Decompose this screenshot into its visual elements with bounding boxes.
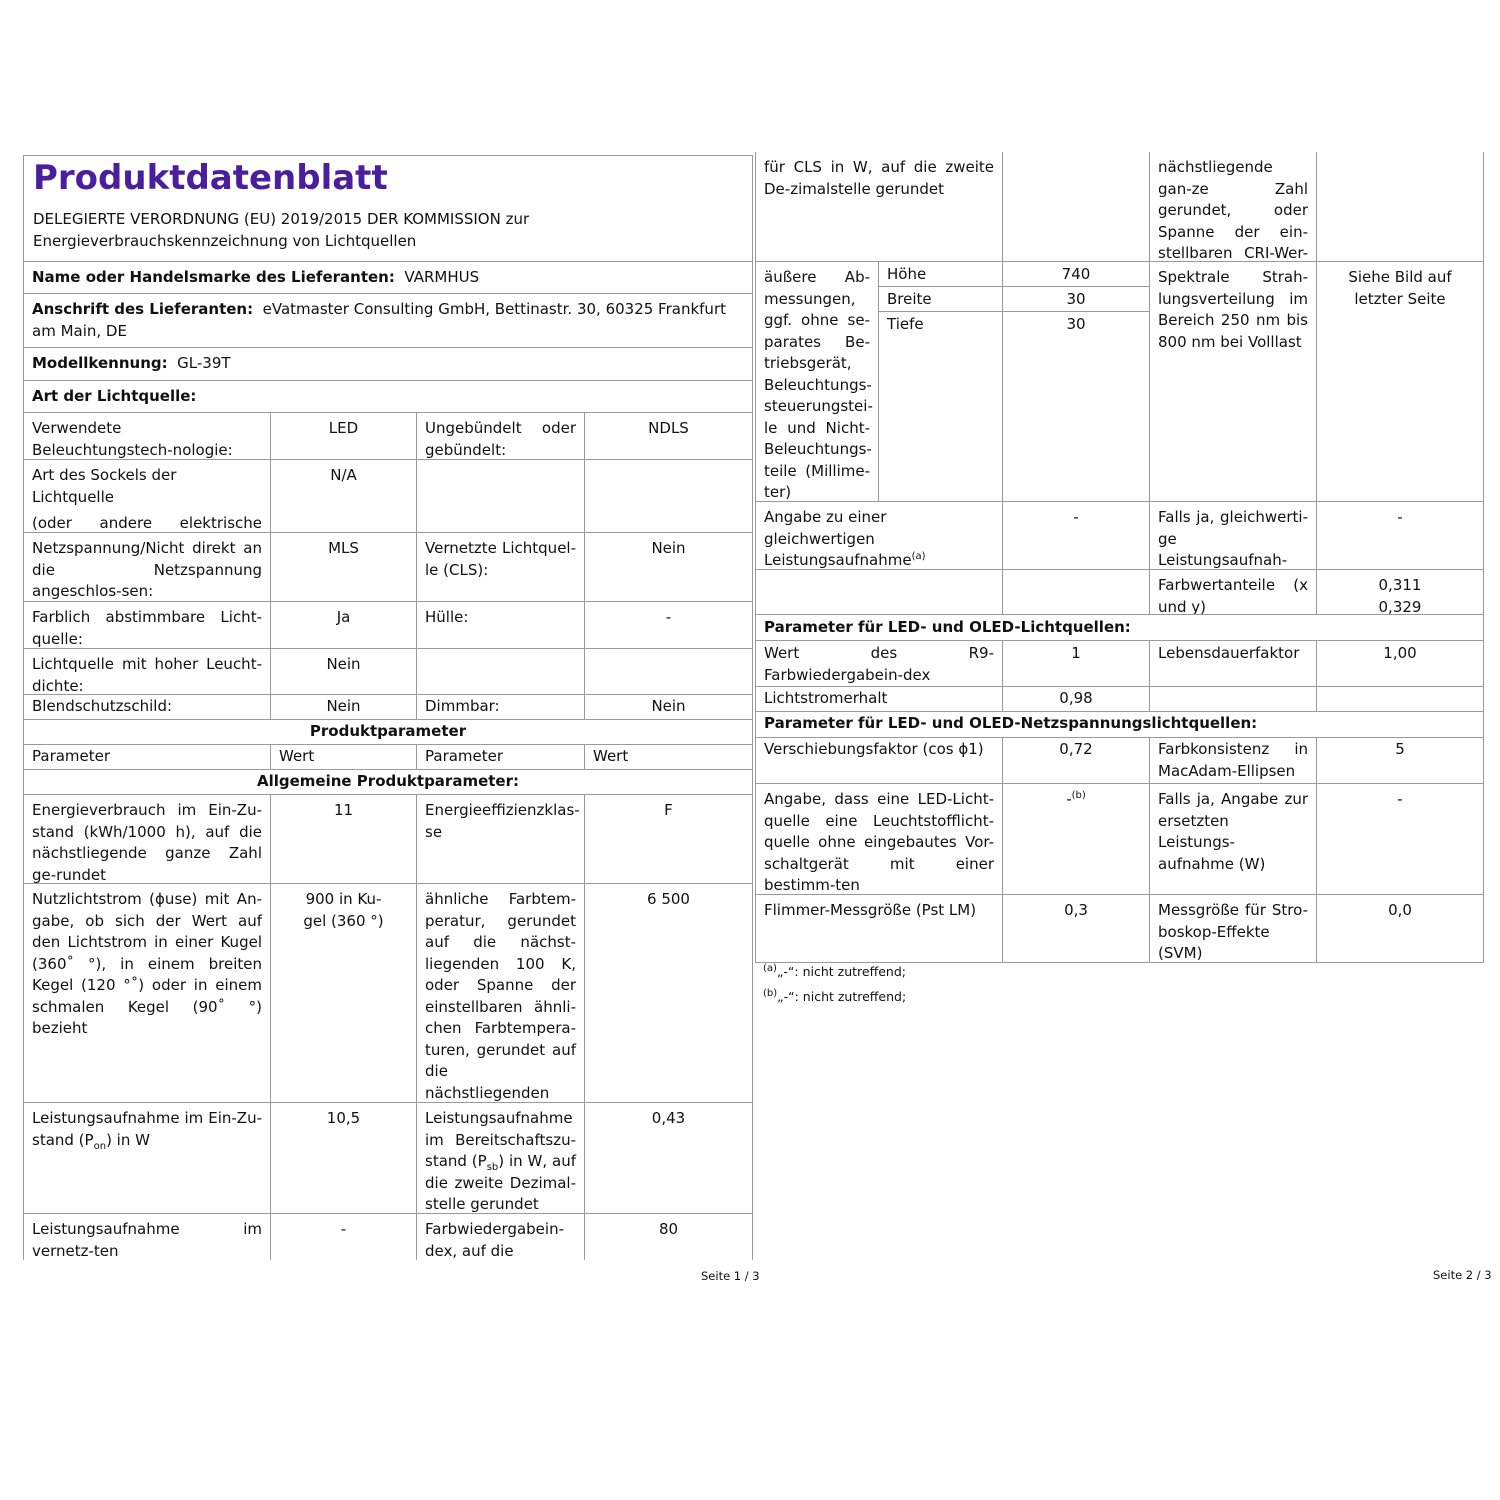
rule-line [755, 152, 756, 963]
flux-label: Nutzlichtstrom (ϕuse) mit An-gabe, ob sich der Wert auf den Lichtstrom in einer Kugel (360˚ °), in einem breiten Kegel (120 °˚) oder in einem schmalen Kegel (90˚ °) bezieht [32, 890, 262, 1037]
rule-line [1149, 737, 1150, 963]
energy-label: Energieverbrauch im Ein-Zu-stand (kWh/1000 h), auf die nächstliegende ganze Zahl ge-rundet [32, 801, 262, 883]
tunable-value: Ja [336, 608, 351, 626]
rule-line [584, 412, 585, 720]
spectral-value: Siehe Bild auf letzter Seite [1348, 268, 1452, 308]
psb-label-unit: ) in W, auf die zweite Dezimal-stelle gerundet [425, 1152, 576, 1213]
mains-value: MLS [328, 539, 359, 557]
socket-label-detail: (oder andere elektrische [32, 514, 262, 532]
shift-label: Verschiebungsfaktor (cos ϕ1) [764, 740, 984, 758]
flicker-label: Flimmer-Messgröße (Pst LM) [764, 901, 977, 919]
supplier-row [24, 262, 752, 292]
supplier-value: VARMHUS [404, 268, 480, 286]
rule-line [755, 686, 1484, 687]
chroma-x: 0,311 [1378, 576, 1422, 594]
width-label: Breite [887, 290, 932, 308]
socket-value: N/A [330, 466, 357, 484]
lifetime-value: 1,00 [1383, 644, 1417, 662]
rule-line [23, 347, 753, 348]
pon-label [24, 1103, 270, 1213]
shift-value: 0,72 [1059, 740, 1093, 758]
strobe-value: 0,0 [1388, 901, 1412, 919]
lifetime-label: Lebensdauerfaktor [1158, 644, 1300, 662]
spectral-label: Spektrale Strah-lungsverteilung im Bereich 250 nm bis 800 nm bei Volllast [1158, 268, 1308, 351]
tunable-label: Farblich abstimmbare Licht-quelle: [32, 608, 262, 648]
rule-line [23, 794, 753, 795]
model-value: GL-39T [177, 354, 231, 372]
col-header-value-2: Wert [593, 747, 629, 765]
page-number-left: Seite 1 / 3 [701, 1269, 760, 1283]
chroma-y: 0,329 [1378, 597, 1422, 614]
replace-value-text: - [1066, 790, 1072, 808]
equiv-w-label: Falls ja, gleichwerti-ge Leistungsaufnah- [1158, 508, 1308, 569]
model-row [24, 348, 752, 378]
rule-line [755, 711, 1484, 712]
width-value: 30 [1066, 290, 1086, 308]
rule-line [1002, 152, 1003, 615]
rule-line [416, 794, 417, 1260]
r9-value: 1 [1071, 644, 1081, 662]
rule-line [23, 380, 753, 381]
rule-line [1316, 152, 1317, 615]
rule-line [1002, 737, 1003, 963]
light-source-type-heading: Art der Lichtquelle: [32, 387, 197, 405]
cls-value: Nein [651, 539, 686, 557]
eclass-label: Energieeffizienzklas-se [425, 801, 580, 841]
eclass-value: F [664, 801, 673, 819]
replace-w-label: Falls ja, Angabe zur ersetzten Leistungs-aufnahme (W) [1158, 790, 1308, 873]
height-value: 740 [1061, 265, 1091, 283]
regulation-subtitle: DELEGIERTE VERORDNUNG (EU) 2019/2015 DER KOMMISSION zur Energieverbrauchskennzeichnung von Lichtquellen [33, 210, 530, 250]
rule-line [23, 293, 753, 294]
cls-label: Vernetzte Lichtquel-le (CLS): [425, 539, 576, 579]
replace-footnote-mark: (b) [1071, 790, 1086, 801]
rule-line [1316, 640, 1317, 712]
rule-line [584, 744, 585, 770]
rule-line [23, 883, 753, 884]
cri-label: Farbwiedergabein-dex, auf die [425, 1220, 564, 1260]
rule-line [23, 1102, 753, 1103]
psb-subscript: sb [486, 1162, 499, 1173]
consist-label: Farbkonsistenz in MacAdam-Ellipsen [1158, 740, 1308, 780]
rule-line [23, 261, 753, 262]
lumen-value: 0,98 [1059, 689, 1093, 707]
col-header-value: Wert [279, 747, 315, 765]
pon-label-text: Leistungsaufnahme im Ein-Zu-stand (P [32, 1109, 262, 1149]
chroma-label: Farbwertanteile (x und y) [1158, 576, 1308, 614]
mains-label: Netzspannung/Nicht direkt an die Netzspannung angeschlos-sen: [32, 539, 262, 600]
rule-line [23, 694, 753, 695]
rule-line [23, 1213, 753, 1214]
rule-line [755, 962, 1484, 963]
depth-label: Tiefe [887, 315, 924, 333]
rule-line [416, 744, 417, 770]
r9-label: Wert des R9-Farbwiedergabein-dex [764, 644, 994, 684]
rule-line [878, 261, 879, 502]
rule-line [752, 155, 753, 1260]
replace-label: Angabe, dass eine LED-Licht-quelle eine Leuchtstofflicht-quelle ohne eingebautes Vor-schaltgerät mit einer bestimm-ten [764, 790, 994, 894]
rule-line [23, 412, 753, 413]
depth-value: 30 [1066, 315, 1086, 333]
pnet-label [24, 1214, 270, 1260]
rule-line [755, 894, 1484, 895]
lumen-label: Lichtstromerhalt [764, 689, 888, 707]
pnet-value: - [340, 1220, 347, 1238]
address-label: Anschrift des Lieferanten: [32, 300, 254, 318]
bundled-value: NDLS [648, 419, 689, 437]
consist-value: 5 [1395, 740, 1405, 758]
rule-line [755, 614, 1484, 615]
rule-line [23, 769, 753, 770]
tech-value: LED [328, 419, 359, 437]
psb-label-text: Leistungsaufnahme im Bereitschaftszu-stand (P [425, 1109, 576, 1170]
supplier-label: Name oder Handelsmarke des Lieferanten: [32, 268, 395, 286]
rule-line [23, 601, 753, 602]
cri-value: 80 [658, 1220, 679, 1238]
product-params-heading: Produktparameter [309, 722, 467, 740]
strobe-label: Messgröße für Stro-boskop-Effekte (SVM) [1158, 901, 1308, 962]
tech-label: Verwendete Beleuchtungstech-nologie: [32, 419, 233, 459]
footnote-a [763, 964, 906, 980]
pnet-label-text: Leistungsaufnahme im vernetz-ten [32, 1220, 262, 1260]
address-value: eVatmaster Consulting GmbH, Bettinastr. 30, 60325 Frankfurt am Main, DE [32, 300, 726, 340]
footnote-a-text: „-“: nicht zutreffend; [776, 964, 906, 979]
envelope-label: Hülle: [425, 608, 469, 626]
rule-line [23, 744, 753, 745]
model-label: Modellkennung: [32, 354, 168, 372]
rule-line [1149, 640, 1150, 712]
equiv-label-text: Angabe zu einer gleichwertigen Leistungsaufnahme [764, 508, 912, 569]
footnote-b-text: „-“: nicht zutreffend; [777, 989, 907, 1004]
rule-line [1149, 152, 1150, 615]
rule-line [1002, 640, 1003, 712]
envelope-value: - [665, 608, 672, 626]
glare-value: Nein [326, 697, 361, 715]
col-header-param-2: Parameter [425, 747, 504, 765]
psb-label [417, 1103, 584, 1213]
rule-line [416, 412, 417, 720]
rule-line [755, 569, 1484, 570]
pon-value: 10,5 [326, 1109, 361, 1127]
rule-line [755, 783, 1484, 784]
cct-value: 6 500 [647, 890, 690, 908]
bundled-label: Ungebündelt oder gebündelt: [425, 419, 576, 459]
rule-line [23, 532, 753, 533]
rule-line [584, 794, 585, 1260]
rule-line [23, 155, 24, 1260]
replace-value [1003, 784, 1149, 894]
replace-w-value: - [1397, 790, 1403, 808]
rule-line [23, 648, 753, 649]
footnote-a-mark: (a) [763, 962, 777, 974]
pon-label-unit: ) in W [106, 1130, 150, 1149]
rule-line [878, 311, 1150, 312]
glare-label: Blendschutzschild: [32, 697, 173, 715]
cls-cont-label: für CLS in W, auf die zweite De-zimalstelle gerundet [764, 158, 994, 198]
rule-line [1483, 152, 1484, 963]
pon-subscript: on [93, 1140, 107, 1152]
socket-label: Art des Sockels der Lichtquelle [32, 466, 177, 506]
dim-value: Nein [651, 697, 686, 715]
equiv-label [756, 502, 1002, 569]
chroma-values [1317, 570, 1483, 614]
rule-line [755, 737, 1484, 738]
rule-line [23, 719, 753, 720]
dimensions-label: äußere Ab-messungen, ggf. ohne se-parates Be-triebsgerät, Beleuchtungs-steuerungstei-le und Nicht-Beleuchtungs-teile (Millime-ter) [764, 268, 873, 501]
rule-line [270, 744, 271, 770]
rule-line [23, 155, 753, 156]
highlum-value: Nein [326, 655, 361, 673]
energy-value: 11 [333, 801, 354, 819]
rule-line [270, 794, 271, 1260]
rule-line [1316, 737, 1317, 963]
general-params-heading: Allgemeine Produktparameter: [256, 772, 519, 790]
cri-cont-label: nächstliegende gan-ze Zahl gerundet, oder Spanne der ein-stellbaren CRI-Wer- [1158, 158, 1308, 261]
rule-line [23, 459, 753, 460]
footnote-b-mark: (b) [763, 987, 778, 999]
flicker-value: 0,3 [1064, 901, 1088, 919]
rule-line [755, 501, 1484, 502]
rule-line [270, 412, 271, 720]
equiv-value: - [1073, 508, 1079, 526]
equiv-footnote-mark: (a) [911, 551, 926, 562]
height-label: Höhe [887, 265, 927, 283]
equiv-w-value: - [1397, 508, 1403, 526]
psb-value: 0,43 [651, 1109, 686, 1127]
mains-params-heading: Parameter für LED- und OLED-Netzspannungslichtquellen: [764, 714, 1258, 732]
flux-value: 900 in Ku-gel (360 °) [303, 890, 384, 930]
socket-cell [24, 460, 270, 532]
document-title: Produktdatenblatt [33, 158, 388, 198]
address-row [24, 294, 752, 346]
rule-line [755, 640, 1484, 641]
cct-label: ähnliche Farbtem-peratur, gerundet auf die nächst-liegenden 100 K, oder Spanne der einstellbaren ähnli-chen Farbtempera-turen, gerundet auf die nächstliegenden [425, 890, 576, 1102]
rule-line [755, 261, 1484, 262]
col-header-param: Parameter [32, 747, 111, 765]
dim-label: Dimmbar: [425, 697, 500, 715]
footnote-b [763, 989, 906, 1005]
page-number-right: Seite 2 / 3 [1433, 1268, 1492, 1282]
highlum-label: Lichtquelle mit hoher Leucht-dichte: [32, 655, 262, 694]
led-params-heading: Parameter für LED- und OLED-Lichtquellen: [764, 618, 1131, 636]
rule-line [878, 286, 1150, 287]
